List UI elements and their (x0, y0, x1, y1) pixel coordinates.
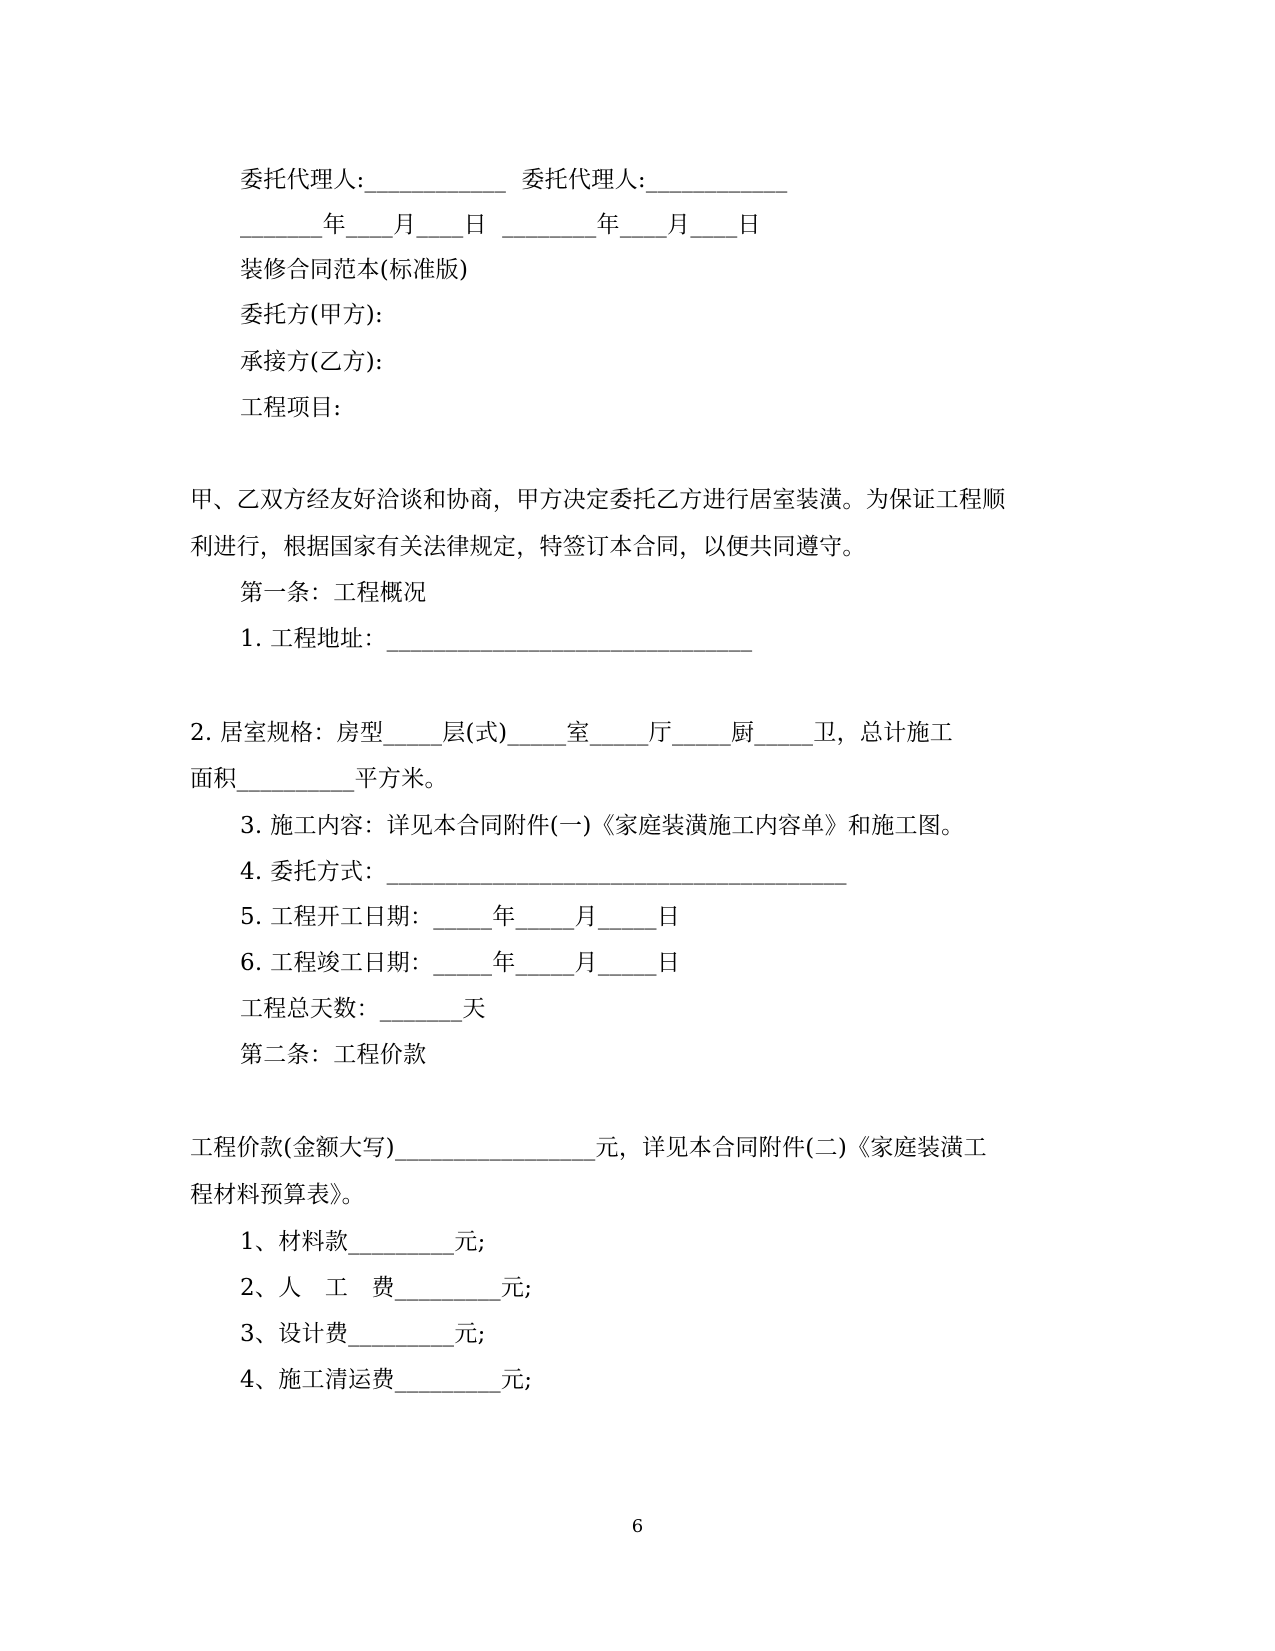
party-a-line: 委托方(甲方): (240, 302, 384, 328)
party-b-line: 承接方(乙方): (240, 349, 384, 375)
completion-date-line: 6. 工程竣工日期：_____年_____月_____日 (240, 950, 681, 976)
signature-date-line: _______年____月____日 ________年____月____日 (240, 212, 761, 238)
room-spec-line-1: 2. 居室规格：房型_____层(式)_____室_____厅_____厨_____卫，总计施工 (190, 720, 954, 746)
project-address-line: 1. 工程地址：_______________________________ (240, 626, 753, 652)
article-one-heading: 第一条：工程概况 (240, 580, 427, 606)
room-spec-line-2: 面积__________平方米。 (190, 766, 448, 792)
labor-fee-line: 2、人 工 费_________元; (240, 1275, 533, 1301)
intro-paragraph-line-2: 利进行，根据国家有关法律规定，特签订本合同，以便共同遵守。 (190, 534, 866, 560)
price-paragraph-line-1: 工程价款(金额大写)_________________元，详见本合同附件(二)《家庭装潢工 (190, 1135, 987, 1161)
material-fee-line: 1、材料款_________元; (240, 1229, 486, 1255)
contract-title: 装修合同范本(标准版) (240, 257, 469, 283)
agent-signature-line: 委托代理人:____________ 委托代理人:____________ (240, 167, 788, 193)
commission-method-line: 4. 委托方式：_______________________________________ (240, 859, 847, 885)
design-fee-line: 3、设计费_________元; (240, 1321, 486, 1347)
intro-paragraph-line-1: 甲、乙双方经友好洽谈和协商，甲方决定委托乙方进行居室装潢。为保证工程顺 (190, 487, 1006, 513)
cleanup-fee-line: 4、施工清运费_________元; (240, 1367, 533, 1393)
article-two-heading: 第二条：工程价款 (240, 1042, 427, 1068)
construction-content-line: 3. 施工内容：详见本合同附件(一)《家庭装潢施工内容单》和施工图。 (240, 813, 965, 839)
total-days-line: 工程总天数：_______天 (240, 996, 486, 1022)
start-date-line: 5. 工程开工日期：_____年_____月_____日 (240, 904, 681, 930)
price-paragraph-line-2: 程材料预算表》。 (190, 1182, 365, 1208)
project-line: 工程项目: (240, 395, 342, 421)
page-number: 6 (631, 1516, 644, 1537)
